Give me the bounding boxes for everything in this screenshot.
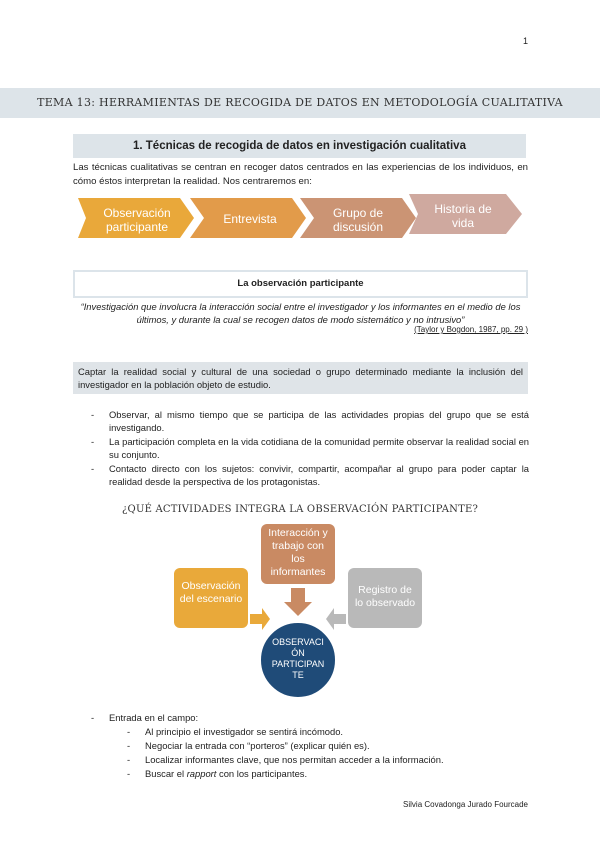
- definition-quote: “Investigación que involucra la interacción social entre el investigador y los informantes en el medio de los últimos, y durante la cual se recogen datos de modo sistemático y no intrusivo”: [80, 301, 521, 325]
- observation-bullets: [109, 408, 529, 489]
- quote-source: (Taylor y Bogdon, 1987, pp. 29 ): [414, 325, 528, 334]
- definition-text: Captar la realidad social y cultural de una sociedad o grupo determinado mediante la inclusión del investigador en la población objeto de estudio.: [78, 366, 523, 390]
- list-item: - Negociar la entrada con “porteros” (explicar quién es).: [145, 739, 530, 752]
- arrow-down-icon: [284, 588, 312, 616]
- center-label: OBSERVACI ÓN PARTICIPAN TE: [271, 637, 325, 680]
- page-number: 1: [522, 36, 528, 46]
- chevron-label: Entrevista: [223, 212, 277, 226]
- chevron-label: Observación participante: [103, 206, 171, 234]
- list-item: - Localizar informantes clave, que nos permitan acceder a la información.: [145, 753, 530, 766]
- list-item: - Contacto directo con los sujetos: convivir, compartir, acompañar al grupo para poder captar la realidad desde la perspectiva de los protagonistas.: [109, 462, 529, 488]
- arrow-right-icon: [250, 608, 270, 630]
- list-item: - Entrada en el campo:: [109, 711, 529, 724]
- chevron-label: Grupo de discusión: [332, 206, 384, 234]
- header-title: TEMA 13: HERRAMIENTAS DE RECOGIDA DE DATOS EN METODOLOGÍA CUALITATIVA: [37, 96, 563, 109]
- list-item: - La participación completa en la vida cotidiana de la comunidad permite observar la realidad social en su conjunto.: [109, 435, 529, 461]
- list-item: - Al principio el investigador se sentirá incómodo.: [145, 725, 530, 738]
- field-entry-sublist: [145, 725, 530, 781]
- footer-author: Silvia Covadonga Jurado Fourcade: [403, 800, 528, 809]
- box-top-label: Interacción y trabajo con los informantes: [268, 527, 328, 578]
- rapport-word: rapport: [186, 768, 217, 779]
- intro-paragraph: Las técnicas cualitativas se centran en recoger datos centrados en las experiencias de los individuos, en cómo éstos interpretan la realidad. Nos centraremos en:: [73, 162, 528, 187]
- arrow-left-icon: [326, 608, 346, 630]
- activities-heading: ¿QUÉ ACTIVIDADES INTEGRA LA OBSERVACIÓN PARTICIPANTE?: [121, 504, 479, 515]
- activities-diagram: [170, 522, 430, 702]
- field-entry-list: [109, 711, 529, 725]
- list-item: - Observar, al mismo tiempo que se participa de las actividades propias del grupo que se está investigando.: [109, 408, 529, 434]
- chevron-label: Historia de vida: [434, 202, 492, 230]
- observation-title: La observación participante: [237, 278, 364, 289]
- list-item: - Buscar el rapport con los participantes.: [145, 767, 530, 780]
- techniques-chevron-diagram: [78, 194, 523, 242]
- box-right-label: Registro de lo observado: [354, 584, 416, 609]
- box-left-label: Observación del escenario: [179, 580, 243, 605]
- section-title: 1. Técnicas de recogida de datos en investigación cualitativa: [133, 140, 466, 152]
